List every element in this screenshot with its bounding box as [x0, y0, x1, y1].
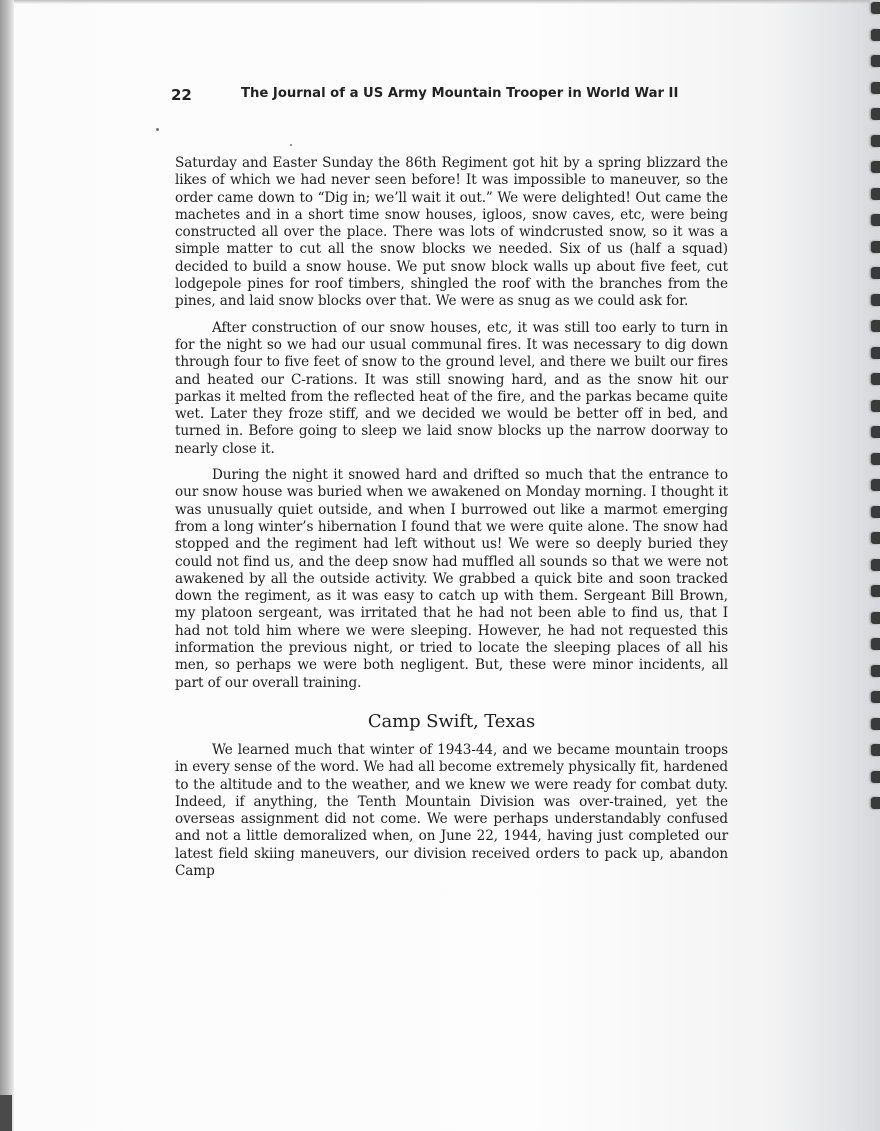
binding-loop: [871, 2, 880, 14]
page-top-shadow: [10, 0, 870, 4]
paragraph: Saturday and Easter Sunday the 86th Regiment got hit by a spring blizzard the likes of which we had never seen before! It was impossible to maneuver, so the order came down to “Dig in; we’ll wait it out.” We were delighted! Out came the machetes and in a short time snow houses, igloos, snow caves, etc, were being constructed all over the place. There was lots of windcrusted snow, so it was a simple matter to cut all the snow blocks we needed. Six of us (half a squad) decided to build a snow house. We put snow block walls up about five feet, cut lodgepole pines for roof timbers, shingled the roof with the branches from the pines, and laid snow blocks over that. We were as snug as we could ask for.: [175, 155, 728, 310]
binding-loop: [871, 771, 880, 783]
binding-loop: [871, 214, 880, 226]
binding-loop: [871, 373, 880, 385]
binding-loop: [871, 479, 880, 491]
paragraph: We learned much that winter of 1943-44, and we became mountain troops in every sense of the word. We had all become extremely physically fit, hardened to the altitude and to the weather, and we knew we were ready for combat duty. Indeed, if anything, the Tenth Mountain Division was over-trained, yet the overseas assignment did not come. We were perhaps understandably confused and not a little demoralized when, on June 22, 1944, having just completed our latest field skiing maneuvers, our division received orders to pack up, abandon Camp: [175, 741, 728, 879]
binding-loop: [871, 744, 880, 756]
scanner-edge-shadow: [0, 1095, 12, 1131]
binding-loop: [871, 135, 880, 147]
binding-loop: [871, 718, 880, 730]
binding-loop: [871, 294, 880, 306]
binding-loop: [871, 506, 880, 518]
section-heading: Camp Swift, Texas: [367, 710, 536, 732]
binding-loop: [871, 691, 880, 703]
running-title: The Journal of a US Army Mountain Trooper in World War II: [241, 86, 679, 101]
binding-loop: [871, 320, 880, 332]
binding-loop: [871, 665, 880, 677]
binding-loop: [871, 400, 880, 412]
page-left-edge: [0, 0, 14, 1131]
binding-loop: [871, 241, 880, 253]
binding-loop: [871, 453, 880, 465]
binding-loop: [871, 161, 880, 173]
paragraph: During the night it snowed hard and drifted so much that the entrance to our snow house was buried when we awakened on Monday morning. I thought it was unusually quiet outside, and when I burrowed out like a marmot emerging from a long winter’s hibernation I found that we were quite alone. The snow had stopped and the regiment had left without us! We were so deeply buried they could not find us, and the deep snow had muffled all sounds so that we were not awakened by all the outside activity. We grabbed a quick bite and soon tracked down the regiment, as it was easy to catch up with them. Sergeant Bill Brown, my platoon sergeant, was irritated that he had not been able to find us, that I had not told him where we were sleeping. However, he had not requested this information the previous night, or tried to locate the sleeping places of all his men, so perhaps we were both negligent. But, these were minor incidents, all part of our overall training.: [175, 467, 728, 691]
running-header: [171, 86, 751, 108]
binding-loop: [871, 532, 880, 544]
spiral-binding: [864, 0, 880, 820]
binding-loop: [871, 638, 880, 650]
binding-loop: [871, 267, 880, 279]
binding-loop: [871, 188, 880, 200]
paragraph: After construction of our snow houses, etc, it was still too early to turn in for the night so we had our usual communal fires. It was necessary to dig down through four to five feet of snow to the ground level, and there we built our fires and heated our C-rations. It was still snowing hard, and as the snow hit our parkas it melted from the reflected heat of the fire, and the parkas became quite wet. Later they froze stiff, and we decided we would be better off in bed, and turned in. Before going to sleep we laid snow blocks up the narrow doorway to nearly close it.: [175, 319, 728, 457]
binding-loop: [871, 82, 880, 94]
scan-speck: [290, 144, 292, 146]
binding-loop: [871, 29, 880, 41]
binding-loop: [871, 347, 880, 359]
binding-loop: [871, 108, 880, 120]
body-text: [175, 155, 728, 880]
binding-loop: [871, 612, 880, 624]
page-number: 22: [171, 86, 192, 104]
scan-speck: [156, 128, 159, 131]
binding-loop: [871, 559, 880, 571]
binding-loop: [871, 55, 880, 67]
binding-loop: [871, 426, 880, 438]
binding-loop: [871, 585, 880, 597]
binding-loop: [871, 797, 880, 809]
